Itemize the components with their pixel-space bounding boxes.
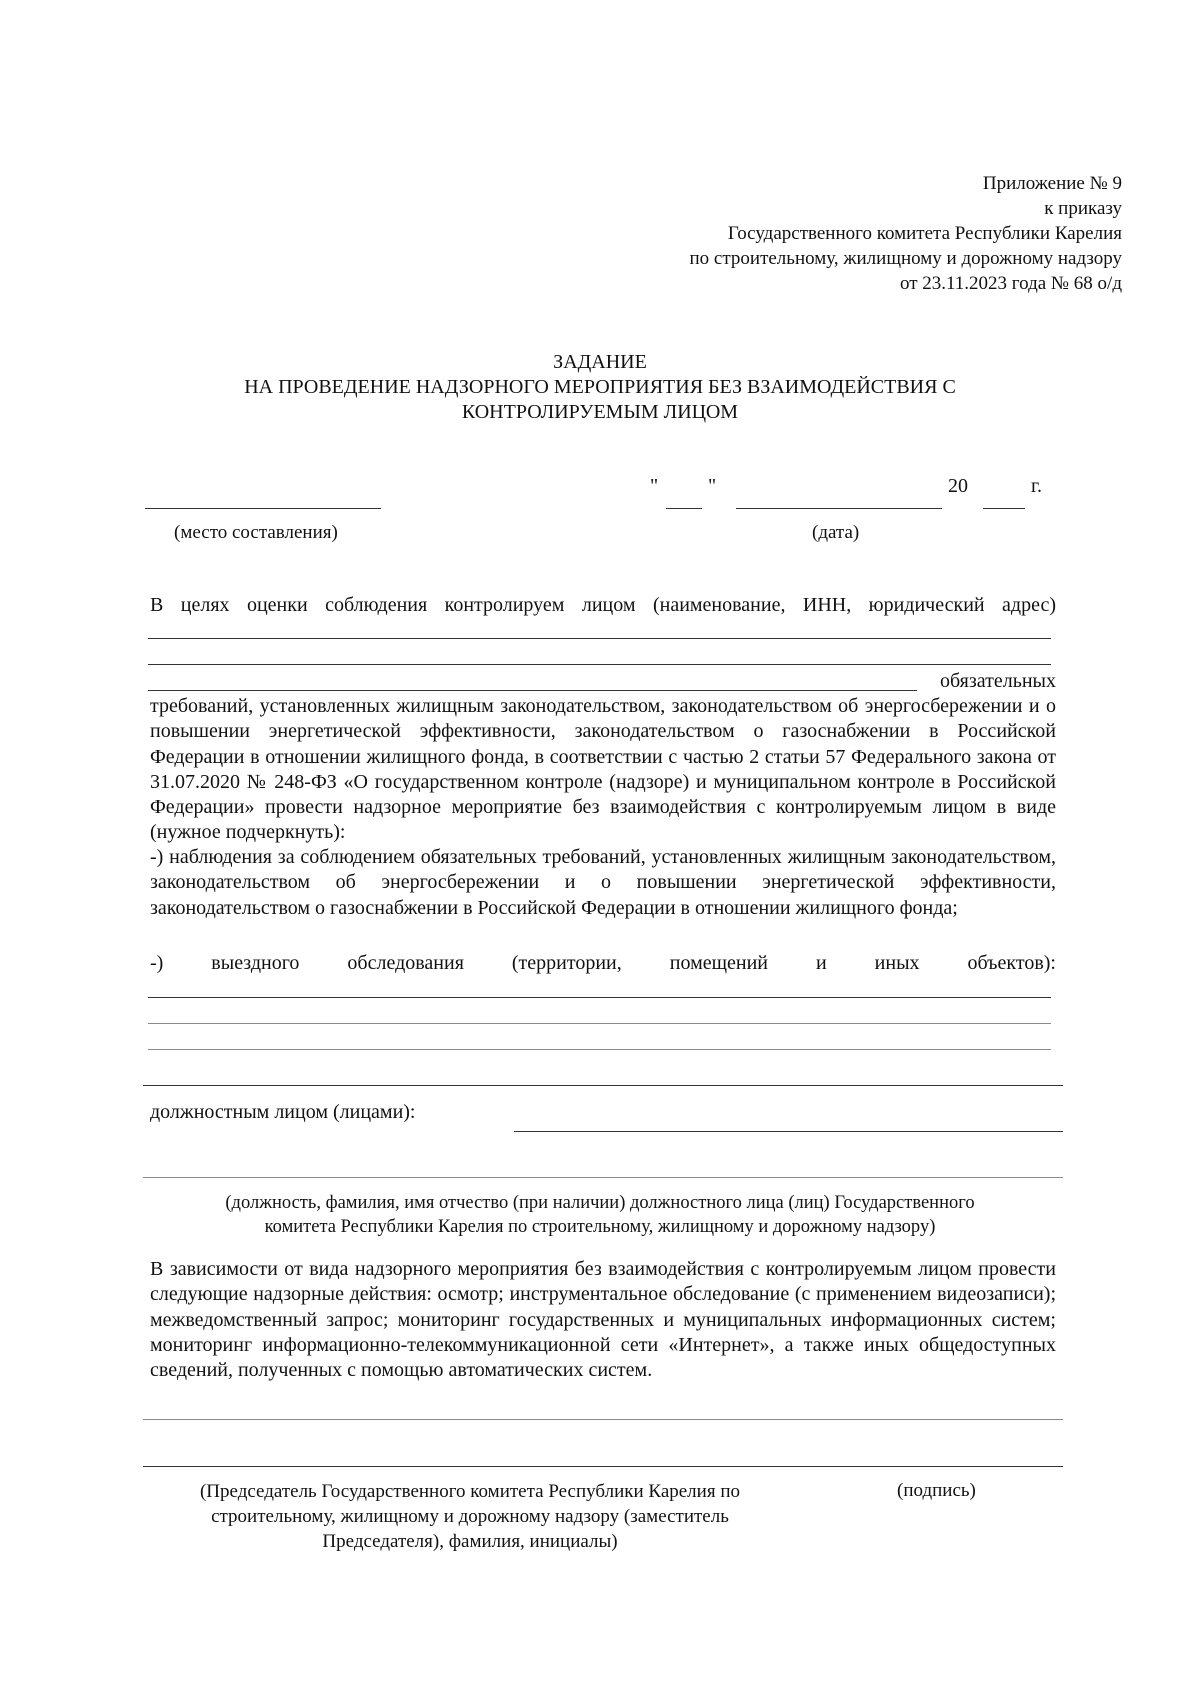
date-quote-open: ": [650, 475, 659, 497]
chair-caption-line-2: строительному, жилищному и дорожному надзору (заместитель: [211, 1506, 729, 1527]
entity-line-1: [148, 638, 1051, 639]
title-line-2: НА ПРОВЕДЕНИЕ НАДЗОРНОГО МЕРОПРИЯТИЯ БЕЗ ВЗАИМОДЕЙСТВИЯ С: [244, 376, 956, 398]
year-suffix: г.: [1031, 475, 1042, 497]
actions-paragraph: В зависимости от вида надзорного мероприятия без взаимодействия с контролируемым лицом провести следующие надзорные действия: осмотр; инструментальное обследование (с применением видеозаписи); межведомственный запрос; мониторинг государственных и муниципальных информационных систем; мониторинг информационно-телекоммуникационной сети «Интернет», а также иных общедоступных сведений, полученных с помощью автоматических систем.: [150, 1258, 1056, 1382]
document-title: [0, 350, 1200, 425]
year-field-line: [983, 508, 1025, 509]
chair-caption-line-1: (Председатель Государственного комитета Республики Карелия по: [199, 1481, 740, 1502]
official-field-line: [514, 1131, 1063, 1132]
objects-line-3: [148, 1049, 1051, 1050]
requirements-paragraph: требований, установленных жилищным законодательством, законодательством об энергосбережении и о повышении энергетической эффективности, законодательством о газоснабжении в Российской Федерации в отношении жилищного фонда, в соответствии с частью 2 статьи 57 Федерального закона от 31.07.2020 № 248-ФЗ «О государственном контроле (надзоре) и муниципальном контроле в Российской Федерации» провести надзорное мероприятие без взаимодействия с контролируемым лицом в виде (нужное подчеркнуть):: [150, 695, 1056, 844]
appendix-committee-scope: по строительному, жилищному и дорожному надзору: [689, 248, 1122, 269]
obligatory-word: обязательных: [940, 670, 1056, 692]
official-caption-line-2: комитета Республики Карелия по строительному, жилищному и дорожному надзору): [264, 1217, 936, 1237]
official-label: должностным лицом (лицами):: [150, 1101, 416, 1123]
title-line-3: КОНТРОЛИРУЕМЫМ ЛИЦОМ: [461, 401, 739, 423]
intro-line: В целях оценки соблюдения контролируем лицом (наименование, ИНН, юридический адрес): [150, 594, 1056, 616]
date-quote-close: ": [708, 475, 717, 497]
objects-line-1: [148, 997, 1051, 998]
title-line-1: ЗАДАНИЕ: [553, 351, 647, 373]
official-caption-line-1: (должность, фамилия, имя отчество (при наличии) должностного лица (лиц) Государственного: [225, 1193, 975, 1213]
chair-caption-line-3: Председателя), фамилия, инициалы): [322, 1531, 618, 1552]
field-inspection-item: -) выездного обследования (территории, помещений и иных объектов):: [150, 952, 1056, 974]
year-prefix: 20: [948, 475, 968, 497]
objects-line-4: [143, 1085, 1063, 1086]
appendix-order-date: от 23.11.2023 года № 68 о/д: [899, 273, 1122, 294]
actions-line-1: [143, 1419, 1063, 1420]
chair-caption: [170, 1479, 770, 1554]
appendix-committee: Государственного комитета Республики Карелия: [727, 223, 1122, 244]
month-field-line: [736, 508, 942, 509]
entity-line-3: [148, 690, 917, 691]
place-caption: (место составления): [174, 522, 338, 543]
official-caption: [0, 1191, 1200, 1239]
entity-line-2: [148, 664, 1051, 665]
day-field-line: [666, 508, 702, 509]
signature-line: [143, 1466, 1063, 1467]
signature-caption: (подпись): [897, 1480, 976, 1501]
observation-item: -) наблюдения за соблюдением обязательных требований, установленных жилищным законодательством, законодательством об энергосбережении и о повышении энергетической эффективности, законодательством о газоснабжении в Российской Федерации в отношении жилищного фонда;: [150, 846, 1056, 919]
date-caption: (дата): [812, 522, 860, 543]
appendix-number: Приложение № 9: [982, 173, 1122, 194]
official-field-line-2: [143, 1177, 1063, 1178]
appendix-order-ref: к приказу: [1044, 198, 1122, 219]
objects-line-2: [148, 1023, 1051, 1024]
place-field-line: [145, 508, 381, 509]
